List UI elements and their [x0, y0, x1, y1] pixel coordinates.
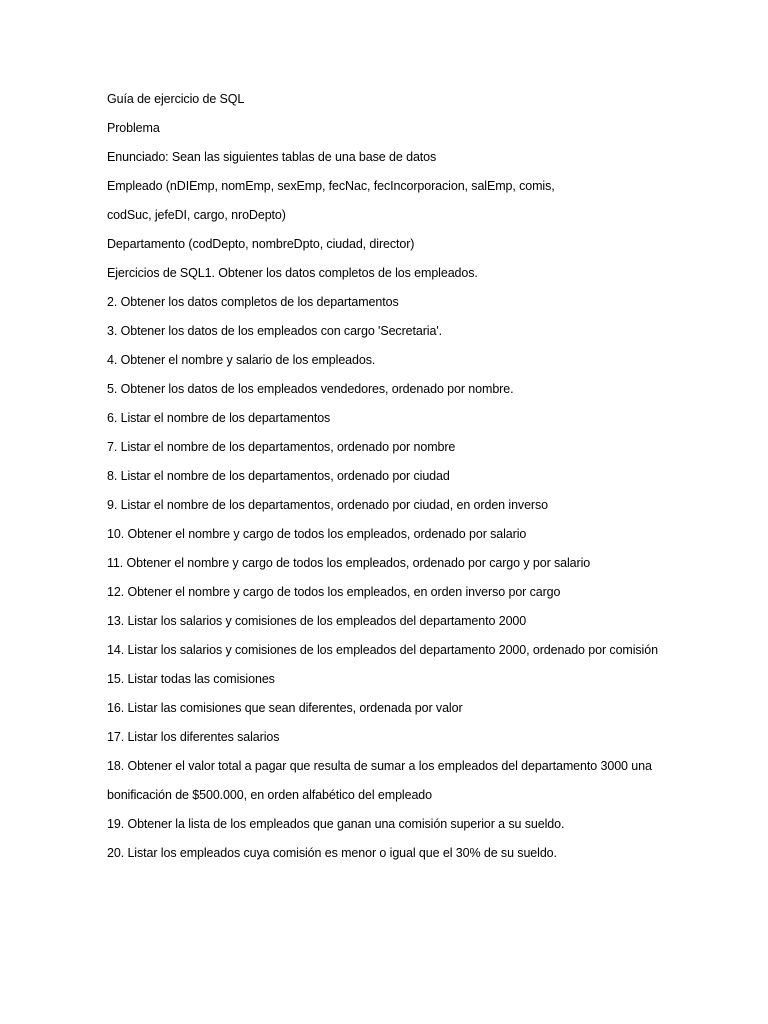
- exercise-item: 5. Obtener los datos de los empleados vendedores, ordenado por nombre.: [107, 382, 514, 396]
- exercise-item: 18. Obtener el valor total a pagar que resulta de sumar a los empleados del departamento 3000 una: [107, 759, 652, 773]
- exercise-item: 3. Obtener los datos de los empleados con cargo 'Secretaria'.: [107, 324, 442, 338]
- table-empleado-line-1: Empleado (nDIEmp, nomEmp, sexEmp, fecNac, fecIncorporacion, salEmp, comis,: [107, 179, 555, 193]
- exercise-item: 15. Listar todas las comisiones: [107, 672, 275, 686]
- exercise-item: 7. Listar el nombre de los departamentos, ordenado por nombre: [107, 440, 456, 454]
- problem-statement: Enunciado: Sean las siguientes tablas de una base de datos: [107, 150, 437, 164]
- exercise-item: 14. Listar los salarios y comisiones de los empleados del departamento 2000, ordenado por comisión: [107, 643, 658, 657]
- table-departamento: Departamento (codDepto, nombreDpto, ciudad, director): [107, 237, 415, 251]
- exercise-item: 11. Obtener el nombre y cargo de todos los empleados, ordenado por cargo y por salario: [107, 556, 591, 570]
- exercise-item: bonificación de $500.000, en orden alfabético del empleado: [107, 788, 433, 802]
- exercises-intro: Ejercicios de SQL1. Obtener los datos completos de los empleados.: [107, 266, 478, 280]
- table-empleado-line-2: codSuc, jefeDI, cargo, nroDepto): [107, 208, 286, 222]
- exercise-item: 4. Obtener el nombre y salario de los empleados.: [107, 353, 376, 367]
- exercise-item: 20. Listar los empleados cuya comisión es menor o igual que el 30% de su sueldo.: [107, 846, 557, 860]
- exercise-item: 2. Obtener los datos completos de los departamentos: [107, 295, 399, 309]
- exercise-item: 6. Listar el nombre de los departamentos: [107, 411, 331, 425]
- exercise-item: 9. Listar el nombre de los departamentos, ordenado por ciudad, en orden inverso: [107, 498, 548, 512]
- exercise-item: 13. Listar los salarios y comisiones de los empleados del departamento 2000: [107, 614, 527, 628]
- exercise-item: 19. Obtener la lista de los empleados que ganan una comisión superior a su sueldo.: [107, 817, 565, 831]
- exercise-item: 16. Listar las comisiones que sean diferentes, ordenada por valor: [107, 701, 463, 715]
- document-body: [107, 90, 667, 873]
- exercise-item: 12. Obtener el nombre y cargo de todos los empleados, en orden inverso por cargo: [107, 585, 561, 599]
- exercise-item: 17. Listar los diferentes salarios: [107, 730, 280, 744]
- document-title: Guía de ejercicio de SQL: [107, 92, 245, 106]
- section-heading: Problema: [107, 121, 160, 135]
- exercise-item: 10. Obtener el nombre y cargo de todos los empleados, ordenado por salario: [107, 527, 527, 541]
- exercise-item: 8. Listar el nombre de los departamentos, ordenado por ciudad: [107, 469, 450, 483]
